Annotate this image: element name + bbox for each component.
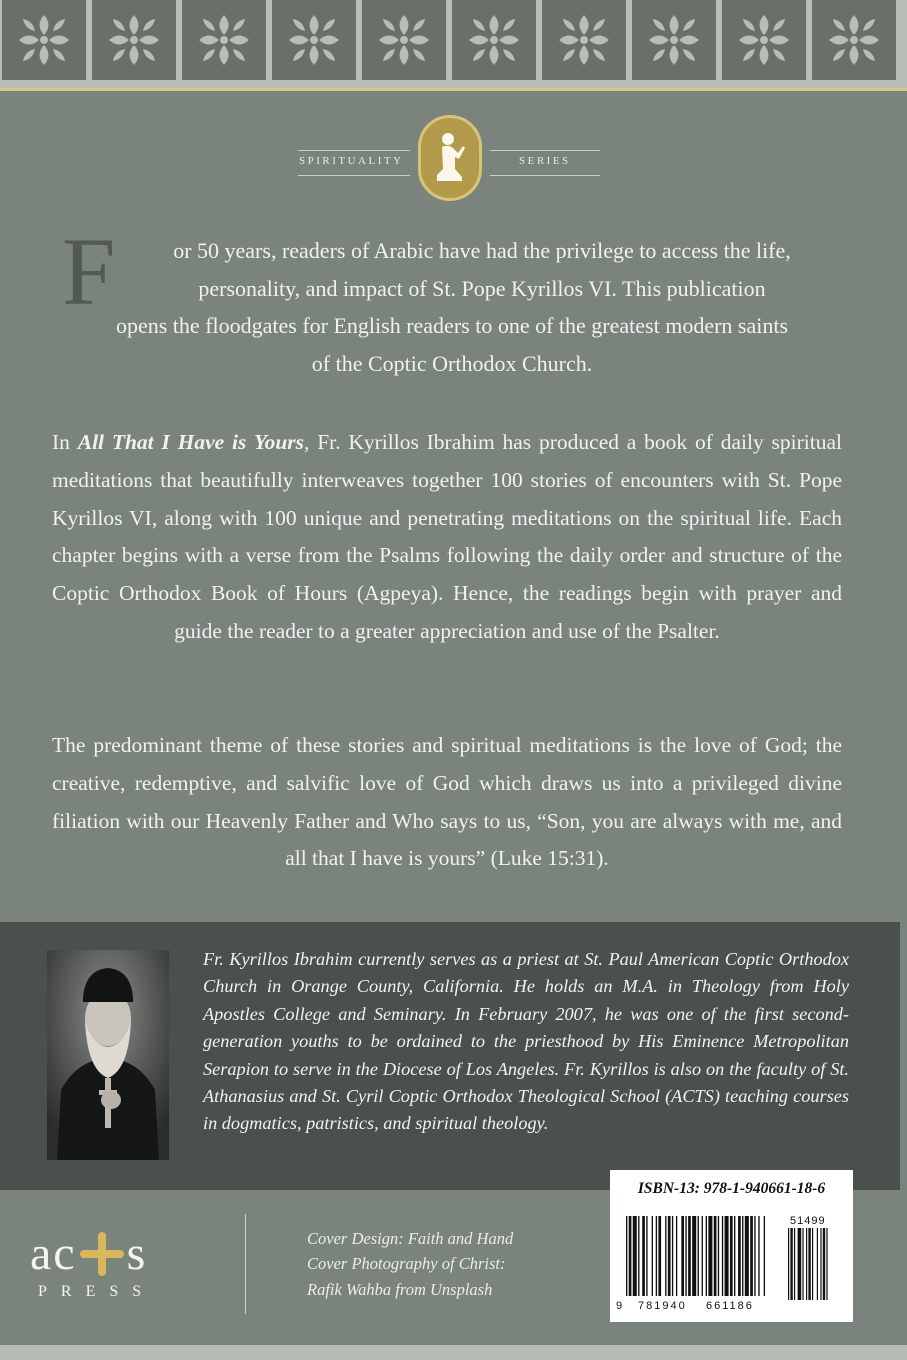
barcode-addon-bar bbox=[808, 1228, 810, 1300]
para-prefix: In bbox=[52, 430, 78, 454]
barcode-addon-bars bbox=[788, 1228, 828, 1300]
barcode-bar bbox=[698, 1216, 699, 1296]
barcode-bar bbox=[668, 1216, 671, 1296]
barcode-bar bbox=[754, 1216, 755, 1296]
barcode-bar bbox=[702, 1216, 703, 1296]
barcode-addon-bar bbox=[798, 1228, 802, 1300]
barcode-bar bbox=[688, 1216, 691, 1296]
floral-ornament-icon bbox=[542, 0, 626, 80]
barcode-bar bbox=[708, 1216, 712, 1296]
barcode-addon-bar bbox=[826, 1228, 827, 1300]
barcode-bar bbox=[626, 1216, 627, 1296]
barcode-bar bbox=[658, 1216, 661, 1296]
barcode-bar bbox=[646, 1216, 647, 1296]
barcode-addon-digits: 51499 bbox=[790, 1215, 826, 1227]
floral-ornament-icon bbox=[2, 0, 86, 80]
barcode-bar bbox=[722, 1216, 723, 1296]
series-label-left: SPIRITUALITY bbox=[299, 155, 404, 167]
credit-line: Cover Design: Faith and Hand bbox=[307, 1229, 514, 1248]
barcode-bar bbox=[718, 1216, 719, 1296]
credit-line: Rafik Wahba from Unsplash bbox=[307, 1279, 493, 1299]
barcode-addon-bar bbox=[806, 1228, 807, 1300]
barcode-bar bbox=[745, 1216, 749, 1296]
barcode-bar bbox=[742, 1216, 743, 1296]
floral-ornament-icon bbox=[632, 0, 716, 80]
barcode-bar bbox=[714, 1216, 717, 1296]
barcode-addon-bar bbox=[790, 1228, 792, 1300]
barcode-bar bbox=[758, 1216, 759, 1296]
series-header bbox=[0, 115, 907, 205]
series-badge bbox=[418, 115, 482, 201]
author-portrait bbox=[47, 950, 169, 1160]
barcode-bar bbox=[750, 1216, 753, 1296]
isbn-barcode-box bbox=[610, 1170, 853, 1322]
cover-credits bbox=[307, 1226, 587, 1302]
press-name-left: ac bbox=[30, 1227, 77, 1280]
barcode-bar bbox=[764, 1216, 765, 1296]
kneeling-praying-figure-icon bbox=[431, 129, 469, 187]
barcode-bar bbox=[665, 1216, 666, 1296]
barcode-bar bbox=[734, 1216, 735, 1296]
ornament-tile-row bbox=[0, 0, 907, 80]
book-title: All That I Have is Yours bbox=[77, 430, 305, 454]
barcode-digits-right: 661186 bbox=[706, 1300, 754, 1312]
intro-line: or 50 years, readers of Arabic have had the privilege to access the life, bbox=[173, 238, 791, 263]
author-bio: Fr. Kyrillos Ibrahim currently serves as a priest at St. Paul American Coptic Orthodox Church in Orange County, California. He holds an M.A. in Theology from Holy Apostles College and Seminary. In February 2007, he was one of the first second-generation youths to be ordained to the priesthood by His Eminence Metropolitan Serapion to serve in the Diocese of Los Angeles. Fr. Kyrillos is also on the faculty of St. Athanasius and St. Cyril Coptic Orthodox Theological School (ACTS) teaching courses in dogmatics, patristics, and spiritual theology. bbox=[203, 949, 849, 1134]
barcode-addon-bar bbox=[788, 1228, 789, 1300]
barcode-bar bbox=[656, 1216, 657, 1296]
series-label-right: SERIES bbox=[519, 155, 571, 167]
barcode-bar bbox=[629, 1216, 632, 1296]
author-panel bbox=[0, 922, 900, 1190]
barcode-bar bbox=[730, 1216, 733, 1296]
series-rule bbox=[490, 150, 600, 151]
barcode-bar bbox=[652, 1216, 653, 1296]
barcode bbox=[616, 1214, 848, 1314]
press-subtitle: PRESS bbox=[38, 1283, 156, 1300]
barcode-bar bbox=[692, 1216, 696, 1296]
press-name-right: s bbox=[126, 1227, 148, 1280]
credit-line: Cover Photography of Christ: bbox=[307, 1254, 506, 1274]
barcode-addon-bar bbox=[817, 1228, 818, 1300]
isbn-label: ISBN-13: 978-1-940661-18-6 bbox=[637, 1180, 826, 1197]
coptic-cross-icon bbox=[77, 1230, 127, 1278]
barcode-addon-bar bbox=[812, 1228, 813, 1300]
intro-line: opens the floodgates for English readers to one of the greatest modern saints bbox=[115, 313, 789, 338]
barcode-bar bbox=[681, 1216, 684, 1296]
floral-ornament-icon bbox=[92, 0, 176, 80]
floral-ornament-icon bbox=[272, 0, 356, 80]
barcode-bar bbox=[638, 1216, 639, 1296]
floral-ornament-icon bbox=[452, 0, 536, 80]
barcode-lead-digit: 9 bbox=[616, 1300, 623, 1312]
barcode-addon-bar bbox=[794, 1228, 795, 1300]
barcode-bar bbox=[633, 1216, 637, 1296]
press-logo bbox=[30, 1227, 200, 1310]
bottom-edge-strip bbox=[0, 1345, 907, 1360]
intro-line: of the Coptic Orthodox Church. bbox=[311, 350, 593, 376]
floral-ornament-icon bbox=[182, 0, 266, 80]
series-rule bbox=[298, 150, 410, 151]
barcode-bars bbox=[626, 1216, 765, 1296]
floral-ornament-icon bbox=[722, 0, 806, 80]
barcode-addon-bar bbox=[823, 1228, 825, 1300]
barcode-bar bbox=[642, 1216, 645, 1296]
description-paragraph bbox=[52, 424, 842, 651]
footer-divider bbox=[245, 1214, 246, 1314]
barcode-addon-bar bbox=[820, 1228, 821, 1300]
barcode-bar bbox=[725, 1216, 729, 1296]
intro-paragraph bbox=[62, 218, 842, 382]
barcode-digits-left: 781940 bbox=[638, 1300, 687, 1312]
barcode-bar bbox=[676, 1216, 677, 1296]
barcode-addon-bar bbox=[802, 1228, 803, 1300]
floral-ornament-icon bbox=[812, 0, 896, 80]
barcode-bar bbox=[706, 1216, 707, 1296]
intro-line: personality, and impact of St. Pope Kyrillos VI. This publication bbox=[198, 275, 766, 301]
drop-cap: F bbox=[62, 218, 116, 325]
series-rule bbox=[298, 175, 410, 176]
press-wordmark bbox=[30, 1227, 148, 1280]
series-rule bbox=[490, 175, 600, 176]
para-body: , Fr. Kyrillos Ibrahim has produced a book of daily spiritual meditations that beautifully interweaves together 100 stories of encounters with St. Pope Kyrillos VI, along with 100 unique and penetrating meditations on the spiritual life. Each chapter begins with a verse from the Psalms following the daily order and structure of the Coptic Orthodox Book of Hours (Agpeya). Hence, the readings begin with prayer and guide the reader to a greater appreciation and use of the Psalter. bbox=[52, 430, 842, 643]
barcode-bar bbox=[672, 1216, 673, 1296]
floral-ornament-icon bbox=[362, 0, 446, 80]
ornamental-header-band bbox=[0, 0, 907, 91]
barcode-bar bbox=[738, 1216, 741, 1296]
theme-paragraph: The predominant theme of these stories and spiritual meditations is the love of God; the creative, redemptive, and salvific love of God which draws us into a privileged divine filiation with our Heavenly Father and Who says to us, “Son, you are always with me, and all that I have is yours” (Luke 15:31). bbox=[52, 733, 842, 871]
barcode-bar bbox=[685, 1216, 686, 1296]
